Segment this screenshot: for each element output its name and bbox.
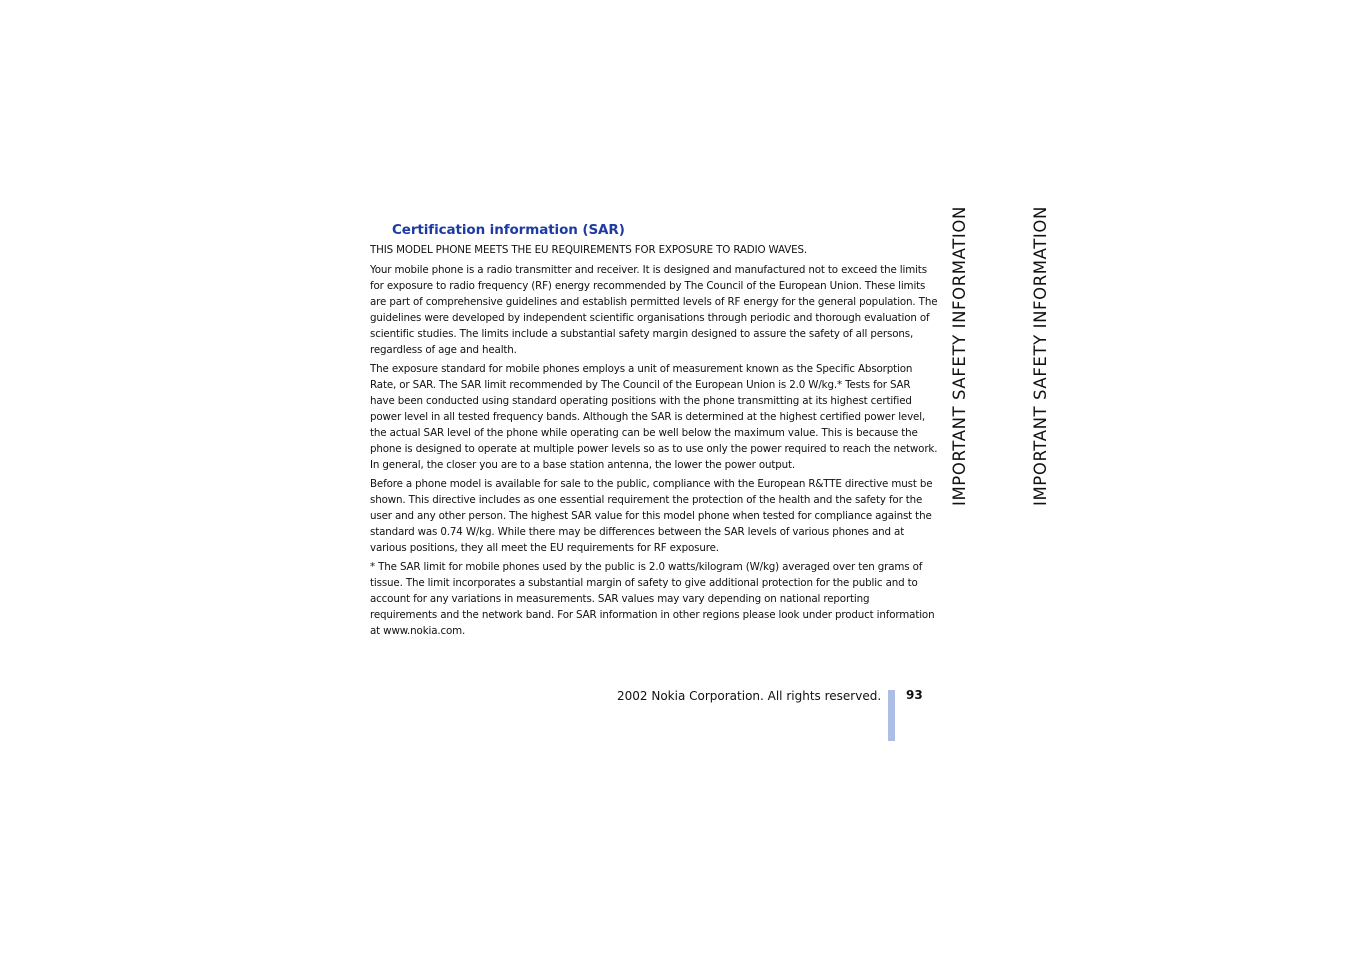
footer-copyright: 2002 Nokia Corporation. All rights reserved. <box>617 689 882 703</box>
side-tab-text: IMPORTANT SAFETY INFORMATION <box>950 206 969 506</box>
paragraph-rtte-directive: Before a phone model is available for sale to the public, compliance with the European R&TTE directive must be shown. This directive includes as one essential requirement the protection of the health and the safety for the user and any other person. The highest SAR value for this model phone when tested for compliance against the standard was 0.74 W/kg. While there may be differences between the SAR levels of various phones and at various positions, they all meet the EU requirements for RF exposure. <box>370 478 933 554</box>
page-number: 93 <box>906 688 923 702</box>
side-tab-text-outer: IMPORTANT SAFETY INFORMATION <box>1031 206 1050 506</box>
body-text <box>370 242 938 642</box>
section-heading: Certification information (SAR) <box>392 222 625 238</box>
compliance-statement: THIS MODEL PHONE MEETS THE EU REQUIREMENTS FOR EXPOSURE TO RADIO WAVES. <box>370 244 808 256</box>
side-tab-label <box>950 206 972 516</box>
side-tab-label-outer <box>1031 206 1053 516</box>
page-marker-bar <box>888 690 895 741</box>
footnote-sar-limit: * The SAR limit for mobile phones used by the public is 2.0 watts/kilogram (W/kg) averaged over ten grams of tissue. The limit incorporates a substantial margin of safety to give additional protection for the public and to account for any variations in measurements. SAR values may vary depending on national reporting requirements and the network band. For SAR information in other regions please look under product information at www.nokia.com. <box>370 561 935 637</box>
paragraph-rf-exposure: Your mobile phone is a radio transmitter and receiver. It is designed and manufactured not to exceed the limits for exposure to radio frequency (RF) energy recommended by The Council of the European Union. These limits are part of comprehensive guidelines and establish permitted levels of RF energy for the general population. The guidelines were developed by independent scientific organisations through periodic and thorough evaluation of scientific studies. The limits include a substantial safety margin designed to assure the safety of all persons, regardless of age and health. <box>370 264 938 356</box>
paragraph-sar-standard: The exposure standard for mobile phones employs a unit of measurement known as the Specific Absorption Rate, or SAR. The SAR limit recommended by The Council of the European Union is 2.0 W/kg.* Tests for SAR have been conducted using standard operating positions with the phone transmitting at its highest certified power level in all tested frequency bands. Although the SAR is determined at the highest certified power level, the actual SAR level of the phone while operating can be well below the maximum value. This is because the phone is designed to operate at multiple power levels so as to use only the power required to reach the network. In general, the closer you are to a base station antenna, the lower the power output. <box>370 363 938 471</box>
